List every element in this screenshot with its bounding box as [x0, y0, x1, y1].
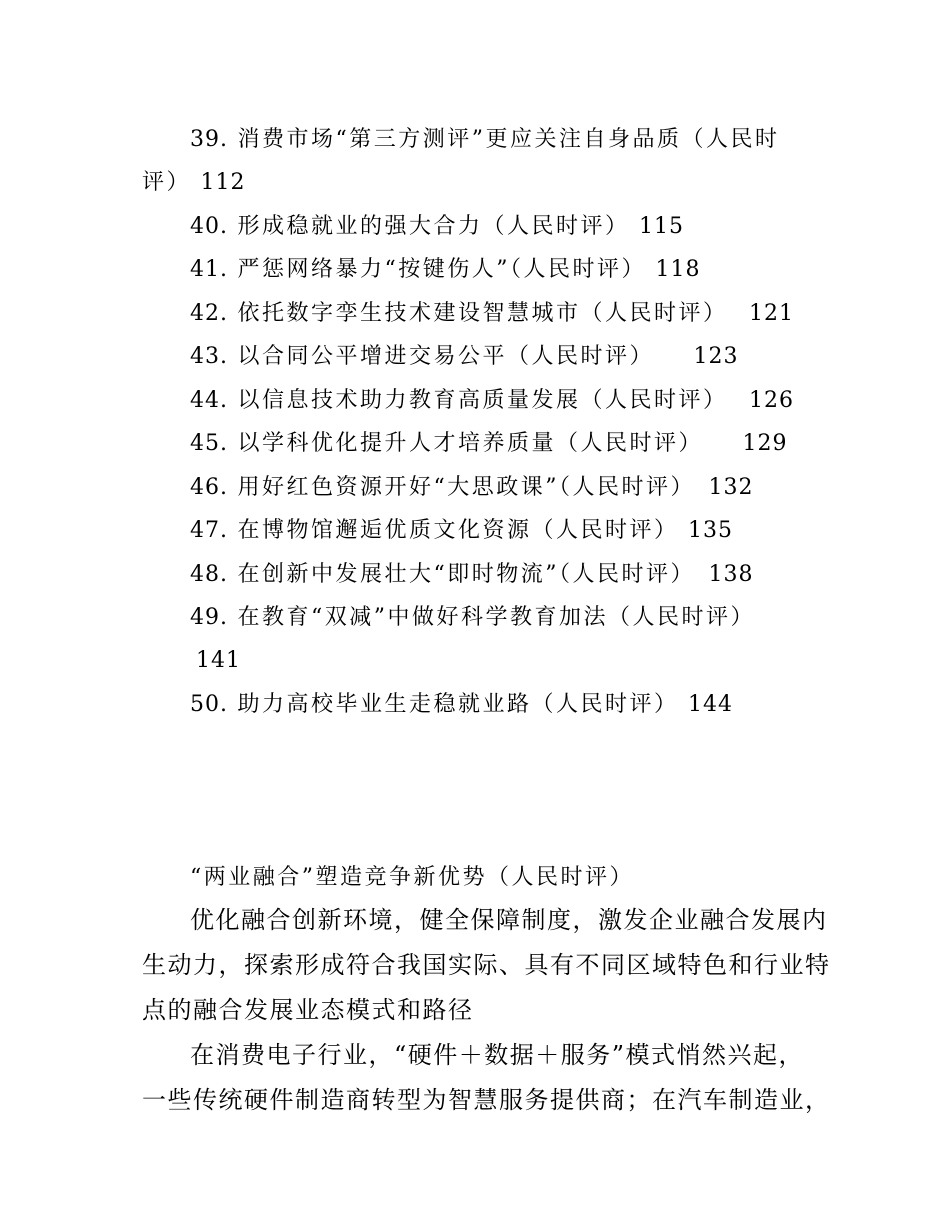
toc-page-number: 118 [655, 257, 701, 282]
toc-entry-47[interactable] [190, 516, 733, 546]
toc-entry-41[interactable] [190, 255, 701, 285]
toc-entry-45[interactable] [190, 429, 788, 459]
toc-entry-49-continued[interactable] [196, 646, 241, 676]
toc-entry-49[interactable] [190, 603, 755, 633]
toc-title: 在博物馆邂逅优质文化资源（人民时评） [237, 518, 679, 543]
toc-title: 形成稳就业的强大合力（人民时评） [237, 214, 630, 239]
toc-title: 用好红色资源开好“大思政课”（人民时评） [237, 475, 695, 500]
toc-title: 以信息技术助力教育高质量发展（人民时评） [237, 388, 728, 413]
toc-entry-42[interactable] [190, 299, 794, 329]
toc-number: 44. [190, 388, 228, 413]
toc-entry-50[interactable] [190, 690, 733, 720]
toc-title: 依托数字孪生技术建设智慧城市（人民时评） [237, 301, 728, 326]
toc-page-number: 126 [749, 388, 795, 413]
toc-title-continued: 评） [142, 170, 192, 195]
toc-title: 严惩网络暴力“按键伤人”（人民时评） [237, 257, 646, 282]
toc-page-number: 121 [749, 301, 795, 326]
toc-entry-46[interactable] [190, 473, 754, 503]
toc-number: 40. [190, 214, 228, 239]
toc-entry-40[interactable] [190, 212, 684, 242]
article-title: “两业融合”塑造竞争新优势（人民时评） [190, 865, 634, 890]
toc-page-number: 141 [196, 648, 241, 673]
toc-page-number: 132 [708, 475, 754, 500]
paragraph-1-line-3: 点的融合发展业态模式和路径 [142, 996, 474, 1024]
toc-number: 45. [190, 431, 228, 456]
toc-page-number: 123 [693, 344, 739, 369]
toc-page-number: 138 [708, 562, 754, 587]
toc-entry-39-continued[interactable] [142, 168, 246, 198]
toc-number: 50. [190, 692, 228, 717]
toc-title: 以合同公平增进交易公平（人民时评） [237, 344, 655, 369]
toc-title: 助力高校毕业生走稳就业路（人民时评） [237, 692, 679, 717]
toc-entry-48[interactable] [190, 560, 754, 590]
paragraph-1-line-2: 生动力，探索形成符合我国实际、具有不同区域特色和行业特 [142, 951, 831, 979]
toc-page-number: 135 [688, 518, 734, 543]
toc-number: 49. [190, 605, 228, 630]
toc-title: 在教育“双减”中做好科学教育加法（人民时评） [237, 605, 755, 630]
toc-entry-43[interactable] [190, 342, 739, 372]
toc-number: 46. [190, 475, 228, 500]
toc-number: 48. [190, 562, 228, 587]
toc-number: 47. [190, 518, 228, 543]
paragraph-1-line-1: 优化融合创新环境，健全保障制度，激发企业融合发展内 [190, 906, 828, 934]
toc-number: 42. [190, 301, 228, 326]
toc-number: 39. [190, 127, 228, 152]
toc-title: 以学科优化提升人才培养质量（人民时评） [237, 431, 704, 456]
toc-title: 在创新中发展壮大“即时物流”（人民时评） [237, 562, 695, 587]
toc-entry-44[interactable] [190, 386, 794, 416]
toc-entry-39[interactable] [190, 125, 780, 155]
toc-page-number: 144 [688, 692, 734, 717]
toc-number: 43. [190, 344, 228, 369]
toc-page-number: 115 [639, 214, 685, 239]
toc-page-number: 112 [200, 170, 246, 195]
toc-number: 41. [190, 257, 228, 282]
paragraph-2-line-2: 一些传统硬件制造商转型为智慧服务提供商；在汽车制造业， [142, 1086, 831, 1114]
toc-page-number: 129 [742, 431, 788, 456]
toc-title: 消费市场“第三方测评”更应关注自身品质（人民时 [237, 127, 780, 152]
paragraph-2-line-1: 在消费电子行业，“硬件＋数据＋服务”模式悄然兴起， [190, 1041, 805, 1069]
